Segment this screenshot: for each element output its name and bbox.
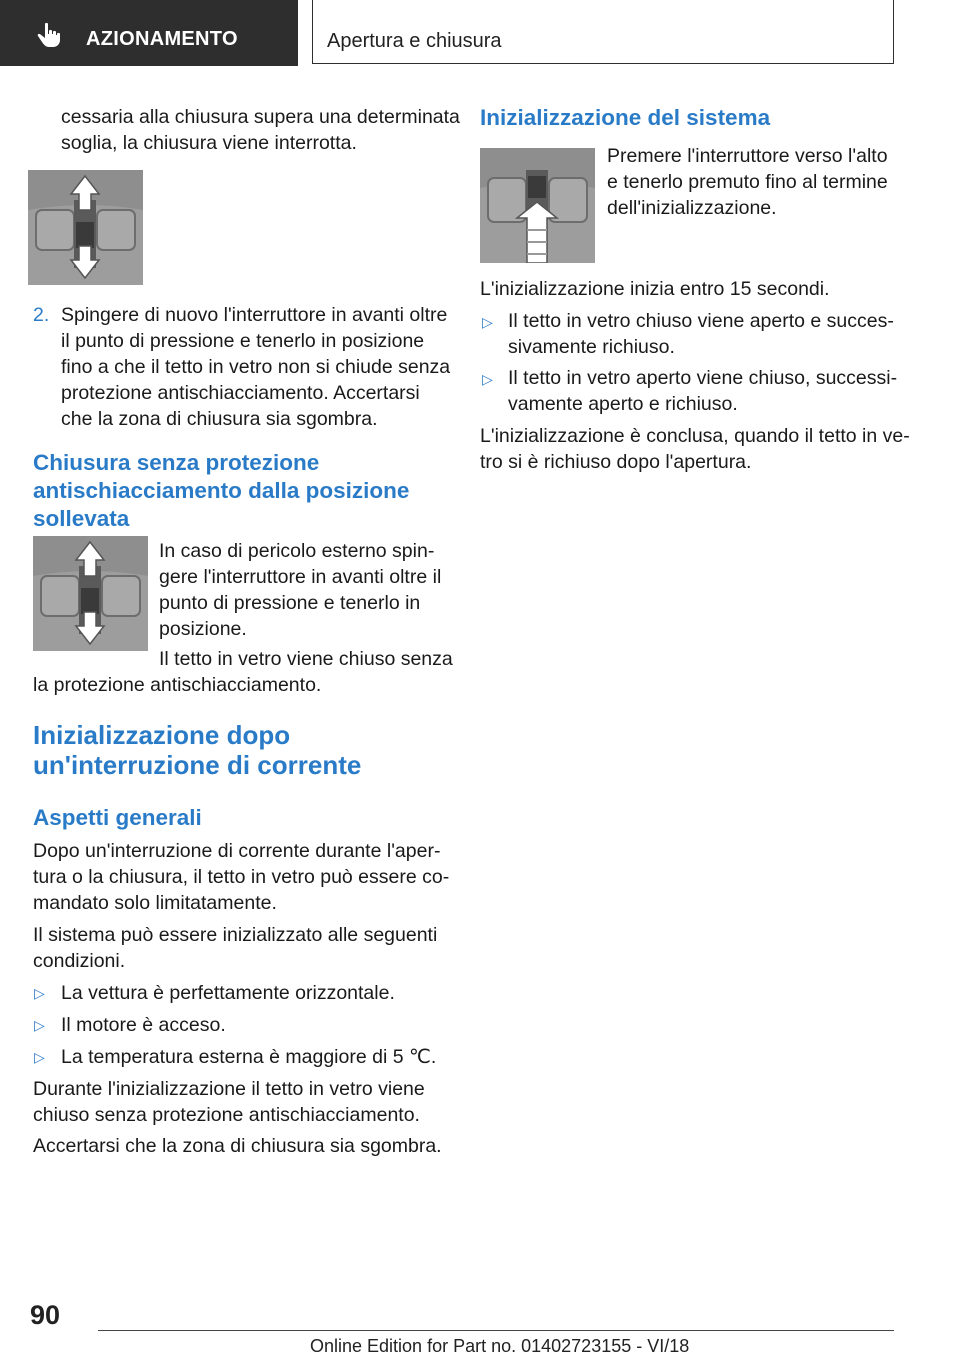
bullet-triangle-icon: ▷ — [482, 314, 493, 330]
paragraph-line: chiuso senza protezione antischiacciamento. — [33, 1104, 420, 1126]
step-line: il punto di pressione e tenerlo in posizione — [61, 330, 425, 352]
paragraph-line: Il sistema può essere inizializzato alle seguenti — [33, 924, 438, 946]
chapter-title: Apertura e chiusura — [327, 30, 502, 52]
senza-text-line: la protezione antischiacciamento. — [33, 674, 322, 696]
bullet-item: sivamente richiuso. — [508, 336, 675, 358]
paragraph-line: L'inizializzazione è conclusa, quando il tetto in ve- — [480, 425, 910, 447]
bullet-item: vamente aperto e richiuso. — [508, 393, 738, 415]
heading-iniz-dopo-interruzione: Inizializzazione dopo un'interruzione di corrente — [33, 720, 362, 780]
sistema-text-line: e tenerlo premuto fino al termine — [607, 171, 888, 193]
step-line: Spingere di nuovo l'interruttore in avanti oltre — [61, 304, 448, 326]
senza-text-line: Il tetto in vetro viene chiuso senza — [159, 648, 453, 670]
bullet-triangle-icon: ▷ — [482, 371, 493, 387]
senza-text-line: In caso di pericolo esterno spin- — [159, 540, 435, 562]
paragraph-line: mandato solo limitatamente. — [33, 892, 277, 914]
heading-senza-protezione: Chiusura senza protezione antischiacciamento dalla posizione sollevata — [33, 450, 410, 531]
heading-aspetti-generali: Aspetti generali — [33, 805, 202, 830]
section-title: AZIONAMENTO — [86, 28, 238, 50]
paragraph-line: tro si è richiuso dopo l'apertura. — [480, 451, 752, 473]
bullet-triangle-icon: ▷ — [34, 1017, 45, 1033]
paragraph-line: Dopo un'interruzione di corrente durante l'aper- — [33, 840, 441, 862]
chapter-tab — [312, 0, 894, 64]
paragraph-line: L'inizializzazione inizia entro 15 secondi. — [480, 278, 830, 300]
step-line: protezione antischiacciamento. Accertarsi — [61, 382, 420, 404]
intro-line: cessaria alla chiusura supera una determinata — [61, 106, 460, 128]
page-number: 90 — [30, 1300, 61, 1330]
step-number: 2. — [33, 304, 50, 326]
switch-illustration-both-arrows — [28, 170, 143, 285]
bullet-triangle-icon: ▷ — [34, 985, 45, 1001]
hand-pointer-icon — [36, 22, 64, 48]
condition-item: La temperatura esterna è maggiore di 5 ℃. — [61, 1046, 437, 1068]
sistema-text-line: Premere l'interruttore verso l'alto — [607, 145, 888, 167]
paragraph-line: tura o la chiusura, il tetto in vetro può essere co- — [33, 866, 450, 888]
switch-illustration-forward — [33, 536, 148, 651]
sistema-text-line: dell'inizializzazione. — [607, 197, 777, 219]
paragraph-line: Durante l'inizializzazione il tetto in vetro viene — [33, 1078, 425, 1100]
step-line: che la zona di chiusura sia sgombra. — [61, 408, 378, 430]
footer-divider — [98, 1330, 894, 1331]
condition-item: La vettura è perfettamente orizzontale. — [61, 982, 395, 1004]
page-header — [0, 0, 960, 66]
bullet-triangle-icon: ▷ — [34, 1049, 45, 1065]
senza-text-line: gere l'interruttore in avanti oltre il — [159, 566, 442, 588]
heading-iniz-sistema: Inizializzazione del sistema — [480, 105, 771, 130]
bullet-item: Il tetto in vetro aperto viene chiuso, successi- — [508, 367, 898, 389]
senza-text-line: punto di pressione e tenerlo in — [159, 592, 421, 614]
paragraph-line: Accertarsi che la zona di chiusura sia sgombra. — [33, 1135, 442, 1157]
senza-text-line: posizione. — [159, 618, 247, 640]
section-tab — [0, 0, 298, 66]
paragraph-line: condizioni. — [33, 950, 126, 972]
intro-line: soglia, la chiusura viene interrotta. — [61, 132, 357, 154]
switch-illustration-up — [480, 148, 595, 263]
bullet-item: Il tetto in vetro chiuso viene aperto e succes- — [508, 310, 894, 332]
step-line: fino a che il tetto in vetro non si chiude senza — [61, 356, 451, 378]
edition-text: Online Edition for Part no. 01402723155 - VI/18 — [310, 1336, 690, 1356]
condition-item: Il motore è acceso. — [61, 1014, 226, 1036]
